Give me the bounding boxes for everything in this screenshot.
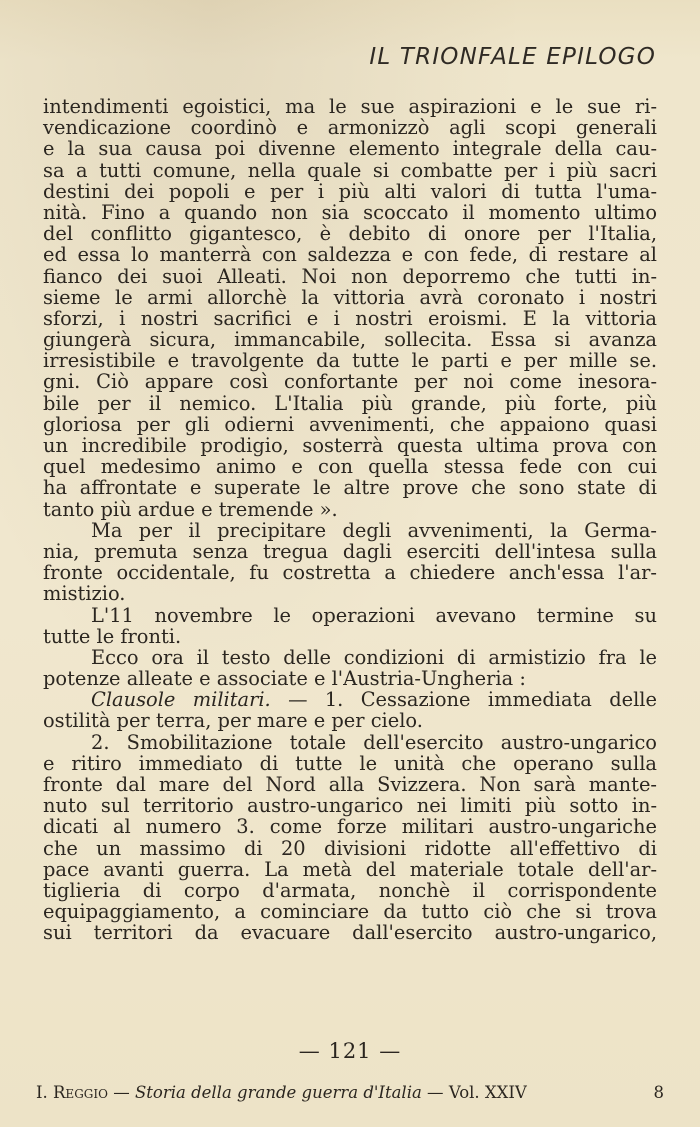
- line-text: 2. Smobilitazione totale dell'esercito austro-ungarico: [91, 730, 657, 754]
- line-text: intendimenti egoistici, ma le sue aspirazioni e le sue ri-: [43, 95, 657, 118]
- text-line: [43, 816, 657, 837]
- line-text: del conflitto gigantesco, è debito di onore per l'Italia,: [43, 222, 657, 246]
- text-line: [43, 605, 657, 626]
- text-line: [43, 181, 657, 202]
- text-line: [43, 371, 657, 392]
- text-line: [43, 329, 657, 350]
- text-line: [43, 562, 657, 583]
- text-line: [43, 901, 657, 922]
- text-line: [43, 223, 657, 244]
- text-line: [43, 520, 657, 541]
- line-text: Ma per il precipitare degli avvenimenti, la Germa-: [91, 518, 657, 542]
- line-text: che un massimo di 20 divisioni ridotte all'effettivo di: [43, 836, 657, 860]
- line-text: giungerà sicura, immancabile, sollecita. Essa si avanza: [43, 328, 657, 352]
- footer-separator: —: [107, 1083, 135, 1102]
- text-line: [43, 266, 657, 287]
- line-text: sforzi, i nostri sacrifici e i nostri eroismi. E la vittoria: [43, 306, 657, 330]
- line-text: destini dei popoli e per i più alti valori di tutta l'uma-: [43, 179, 657, 203]
- text-line: [43, 350, 657, 371]
- text-line: [43, 287, 657, 308]
- line-text: fronte dal mare del Nord alla Svizzera. Non sarà mante-: [43, 773, 657, 796]
- text-line: [43, 244, 657, 265]
- text-line: [43, 880, 657, 901]
- text-line: [43, 160, 657, 181]
- line-text: equipaggiamento, a cominciare da tutto ciò che si trova: [43, 900, 657, 924]
- line-text: e la sua causa poi divenne elemento integrale della cau-: [43, 137, 657, 161]
- text-line: [43, 435, 657, 456]
- text-line: [43, 838, 657, 859]
- text-line: [43, 859, 657, 880]
- line-text: ostilità per terra, per mare e per cielo.: [43, 709, 423, 733]
- footer-citation: [36, 1083, 527, 1102]
- line-text: sui territori da evacuare dall'esercito austro-ungarico,: [43, 921, 657, 945]
- text-line: [43, 414, 657, 435]
- line-text: gloriosa per gli odierni avvenimenti, che appaiono quasi: [43, 412, 657, 436]
- text-line: [43, 499, 657, 520]
- line-text: ed essa lo manterrà con saldezza e con fede, di restare al: [43, 243, 657, 267]
- text-line: [43, 308, 657, 329]
- text-line: [43, 689, 657, 710]
- line-text: nia, premuta senza tregua dagli eserciti dell'intesa sulla: [43, 539, 657, 563]
- line-text: bile per il nemico. L'Italia più grande, più forte, più: [43, 391, 657, 415]
- footer-volume: Vol. XXIV: [448, 1083, 527, 1102]
- text-line: [43, 795, 657, 816]
- line-text: vendicazione coordinò e armonizzò agli scopi generali: [43, 116, 657, 140]
- line-text: quel medesimo animo e con quella stessa fede con cui: [43, 455, 657, 479]
- page-number: — 121 —: [298, 1039, 402, 1063]
- line-text: tanto più ardue e tremende ».: [43, 497, 338, 521]
- text-line: [43, 583, 657, 604]
- line-text: L'11 novembre le operazioni avevano termine su: [91, 603, 657, 627]
- text-line: [43, 202, 657, 223]
- line-text: sieme le armi allorchè la vittoria avrà coronato i nostri: [43, 285, 657, 309]
- body-text: [43, 96, 657, 944]
- line-text: pace avanti guerra. La metà del materiale totale dell'ar-: [43, 857, 657, 881]
- text-line: [43, 732, 657, 753]
- line-text: fianco dei suoi Alleati. Noi non deporremo che tutti in-: [43, 264, 657, 288]
- footer-book-title: Storia della grande guerra d'Italia: [134, 1083, 422, 1102]
- line-text: — 1. Cessazione immediata delle: [270, 688, 657, 712]
- line-text: sa a tutti comune, nella quale si combatte per i più sacri: [43, 158, 657, 182]
- text-line: [43, 774, 657, 795]
- line-text: fronte occidentale, fu costretta a chiedere anch'essa l'ar-: [43, 561, 657, 585]
- line-text: tutte le fronti.: [43, 624, 182, 648]
- running-title: IL TRIONFALE EPILOGO: [369, 44, 656, 70]
- footer-author: I. Reggio: [36, 1083, 108, 1102]
- text-line: [43, 393, 657, 414]
- line-text: e ritiro immediato di tutte le unità che operano sulla: [43, 751, 657, 775]
- italic-heading: Clausole militari.: [91, 688, 271, 712]
- footer-separator: —: [421, 1083, 449, 1102]
- line-text: un incredibile prodigio, sosterrà questa ultima prova con: [43, 434, 657, 457]
- line-text: nità. Fino a quando non sia scoccato il momento ultimo: [43, 200, 657, 224]
- text-line: [43, 647, 657, 668]
- line-text: tiglieria di corpo d'armata, nonchè il corrispondente: [43, 878, 657, 902]
- text-line: [43, 710, 657, 731]
- line-text: potenze alleate e associate e l'Austria-Ungheria :: [43, 667, 526, 691]
- text-line: [43, 477, 657, 498]
- text-line: [43, 96, 657, 117]
- line-text: mistizio.: [43, 582, 126, 606]
- text-line: [43, 922, 657, 943]
- text-line: [43, 668, 657, 689]
- text-line: [43, 117, 657, 138]
- line-text: nuto sul territorio austro-ungarico nei limiti più sotto in-: [43, 794, 657, 818]
- text-line: [43, 138, 657, 159]
- text-line: [43, 456, 657, 477]
- line-text: irresistibile e travolgente da tutte le parti e per mille se.: [43, 349, 657, 373]
- text-line: [43, 753, 657, 774]
- text-line: [43, 541, 657, 562]
- line-text: ha affrontate e superate le altre prove che sono state di: [43, 476, 657, 500]
- line-text: dicati al numero 3. come forze militari austro-ungariche: [43, 815, 657, 839]
- line-text: Ecco ora il testo delle condizioni di armistizio fra le: [91, 645, 657, 669]
- text-line: [43, 626, 657, 647]
- line-text: gni. Ciò appare così confortante per noi come inesora-: [43, 370, 657, 394]
- signature-mark: 8: [653, 1083, 664, 1102]
